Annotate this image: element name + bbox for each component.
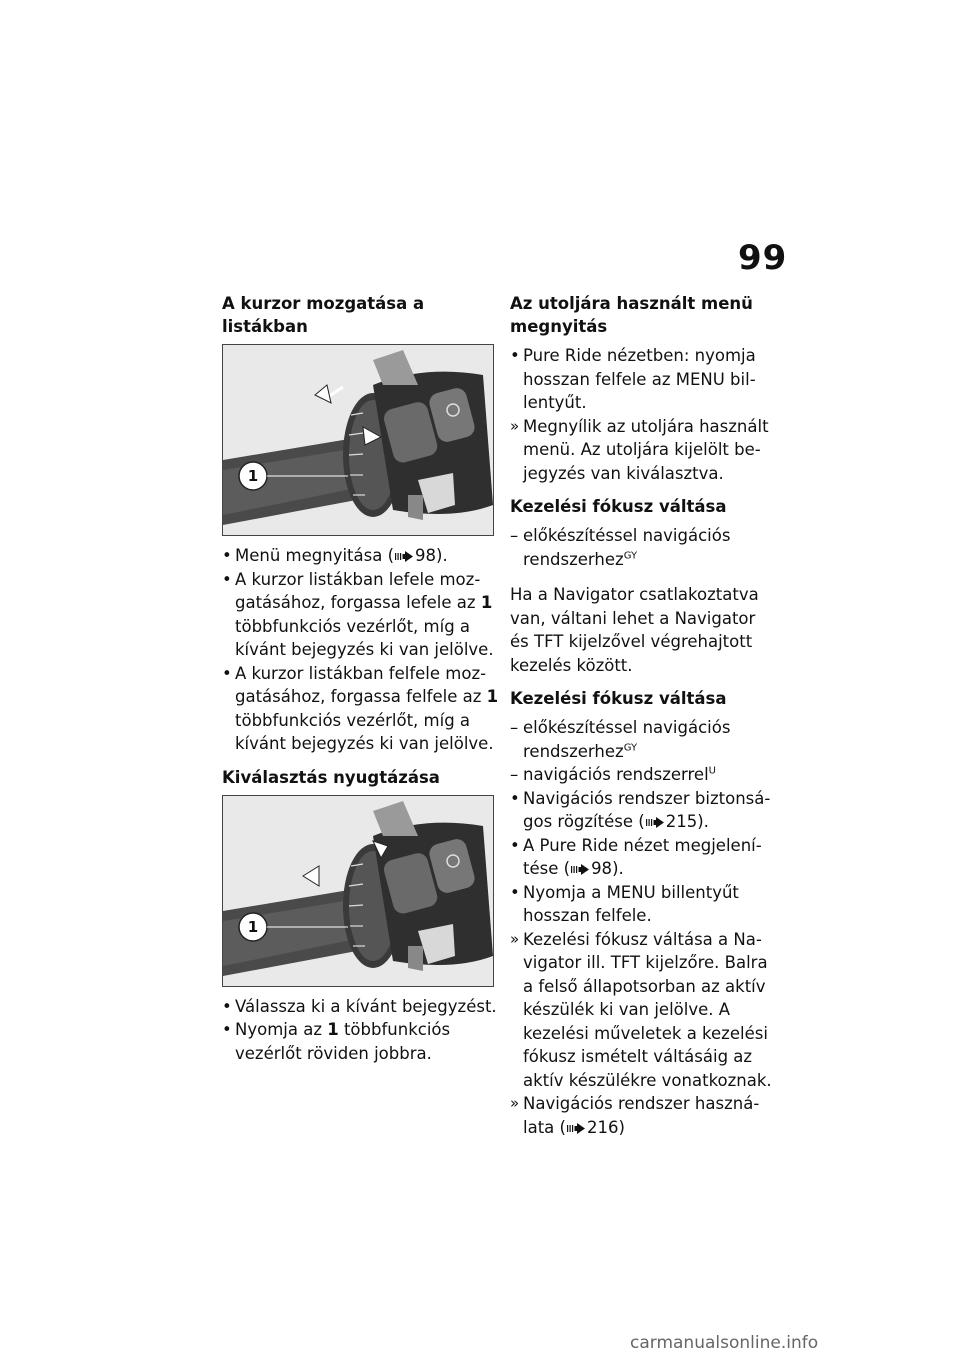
figure-callout: 1 bbox=[247, 917, 259, 936]
section-heading-last-menu: Az utoljára használt menü megnyitás bbox=[510, 294, 753, 336]
page-reference[interactable]: 215 bbox=[665, 812, 698, 831]
page-reference-icon bbox=[567, 1123, 585, 1134]
page-reference-icon bbox=[395, 551, 413, 562]
handlebar-figure-push bbox=[222, 795, 494, 987]
equipment-item: – előkészítéssel navigációs rendszerhez$^{GY}$ bbox=[510, 524, 776, 571]
page-reference-icon bbox=[571, 864, 589, 875]
page-number: 99 bbox=[738, 238, 788, 278]
page-reference[interactable]: 98 bbox=[591, 859, 613, 878]
list-item: • Nyomja a MENU billentyűt hosszan felfele. bbox=[510, 881, 776, 928]
list-item: • Pure Ride nézetben: nyomja hosszan felfele az MENU billentyűt. bbox=[510, 344, 776, 415]
result-item: » Navigációs rendszer használata ( 216) bbox=[510, 1092, 776, 1139]
list-item: • Navigációs rendszer biztonságos rögzítése ( 215). bbox=[510, 787, 776, 834]
equipment-item: – előkészítéssel navigációs rendszerhez$^{GY}$ bbox=[510, 716, 776, 763]
equipment-item: – navigációs rendszerrel$^U$ bbox=[510, 763, 776, 787]
result-item: » Kezelési fókusz váltása a Navigator ill. TFT kijelzőre. Balra a felső állapotsorban az aktív készülék ki van jelölve. A kezelési műveletek a kezelési fókusz ismételt váltásáig az aktív készülékre vonatkoznak. bbox=[510, 928, 776, 1093]
list-item: • Nyomja az 1 többfunkciós vezérlőt röviden jobbra. bbox=[222, 1018, 507, 1065]
section-heading-confirm: Kiválasztás nyugtázása bbox=[222, 767, 440, 787]
left-column bbox=[222, 292, 507, 1065]
page-reference-icon bbox=[646, 817, 664, 828]
list-item: • Menü megnyitása ( 98). bbox=[222, 544, 507, 568]
section-heading-cursor: A kurzor mozgatása a listákban bbox=[222, 294, 425, 336]
list-item: • Válassza ki a kívánt bejegyzést. bbox=[222, 995, 507, 1019]
watermark: carmanualsonline.info bbox=[630, 1333, 819, 1353]
handlebar-figure-rotate bbox=[222, 344, 494, 536]
paragraph: Ha a Navigator csatlakoztatva van, váltani lehet a Navigator és TFT kijelzővel végrehajtott kezelés között. bbox=[510, 585, 759, 675]
page-reference[interactable]: 98 bbox=[415, 546, 437, 565]
right-column bbox=[510, 292, 776, 1139]
figure-callout: 1 bbox=[247, 467, 259, 485]
section-heading-focus-2: Kezelési fókusz váltása bbox=[510, 689, 727, 708]
page-reference[interactable]: 216 bbox=[586, 1117, 619, 1137]
result-item: » Megnyílik az utoljára használt menü. Az utoljára kijelölt bejegyzés van kiválasztva. bbox=[510, 415, 776, 486]
list-item: • A kurzor listákban felfele mozgatásához, forgassa felfele az 1 többfunkciós vezérlőt, míg a kívánt bejegyzés ki van jelölve. bbox=[222, 662, 507, 756]
list-item: • A Pure Ride nézet megjelenítése ( 98). bbox=[510, 834, 776, 881]
section-heading-focus-1: Kezelési fókusz váltása bbox=[510, 497, 727, 516]
list-item: • A kurzor listákban lefele mozgatásához, forgassa lefele az 1 többfunkciós vezérlőt, míg a kívánt bejegyzés ki van jelölve. bbox=[222, 568, 507, 662]
